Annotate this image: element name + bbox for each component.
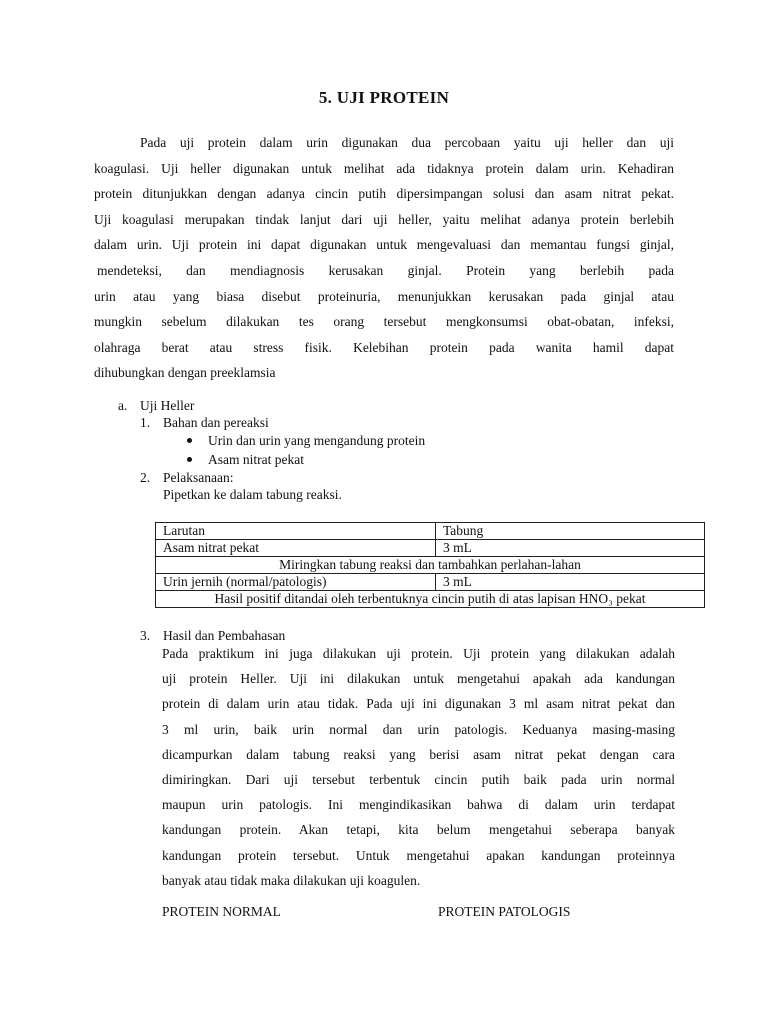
paragraph-line: 3 ml urin, baik urin normal dan urin patologis. Keduanya masing-masing (162, 721, 675, 737)
step-text: Pipetkan ke dalam tabung reaksi. (163, 487, 342, 502)
list-item (183, 431, 425, 450)
table-note: Miringkan tabung reaksi dan tambahkan perlahan-lahan (156, 557, 705, 574)
step-title: Bahan dan pereaksi (163, 415, 269, 430)
list-item-text: Urin dan urin yang mengandung protein (208, 433, 426, 448)
table-note: Hasil positif ditandai oleh terbentuknya cincin putih di atas lapisan HNO₃ pekat (156, 591, 705, 608)
table-cell: Larutan (156, 523, 436, 540)
paragraph-line: koagulasi. Uji heller digunakan untuk melihat ada tidaknya protein dalam urin. Kehadiran (94, 160, 674, 176)
paragraph-line: mendeteksi, dan mendiagnosis kerusakan ginjal. Protein yang berlebih pada (97, 262, 674, 278)
paragraph-line: mungkin sebelum dilakukan tes orang tersebut mengkonsumsi obat-obatan, infeksi, (94, 314, 674, 330)
list-item (183, 450, 425, 469)
step-number: 1. (140, 415, 151, 430)
table-row (156, 574, 705, 591)
paragraph-line: dicampurkan dalam tabung reaksi yang berisi asam nitrat pekat dengan cara (162, 746, 675, 762)
label-protein-normal: PROTEIN NORMAL (162, 904, 281, 919)
table-cell: 3 mL (436, 574, 705, 591)
paragraph-line: protein di dalam urin atau tidak. Pada uji ini digunakan 3 ml asam nitrat pekat dan (162, 696, 675, 712)
paragraph-line: kandungan protein. Akan tetapi, kita belum mengetahui seberapa banyak (162, 822, 675, 838)
page-title: 5. UJI PROTEIN (318, 88, 450, 107)
label-protein-patologis: PROTEIN PATOLOGIS (438, 904, 571, 919)
paragraph-line: banyak atau tidak maka dilakukan uji koagulen. (162, 872, 421, 888)
step-number: 3. (140, 628, 151, 643)
step-number: 2. (140, 470, 151, 485)
paragraph-line: dimiringkan. Dari uji tersebut terbentuk cincin putih baik pada urin normal (162, 771, 675, 787)
paragraph-line: Pada praktikum ini juga dilakukan uji protein. Uji protein yang dilakukan adalah (162, 646, 675, 661)
bullet-icon (187, 457, 192, 462)
paragraph-line: Pada uji protein dalam urin digunakan dua percobaan yaitu uji heller dan uji (140, 135, 674, 150)
section-title: Uji Heller (140, 398, 195, 413)
paragraph-line: dalam urin. Uji protein ini dapat digunakan untuk mengevaluasi dan memantau fungsi ginjal, (94, 237, 674, 253)
section-marker: a. (118, 398, 128, 413)
bullet-icon (187, 438, 192, 443)
paragraph-line: olahraga berat atau stress fisik. Kelebihan protein pada wanita hamil dapat (94, 339, 674, 355)
procedure-table (155, 522, 705, 608)
step-title: Hasil dan Pembahasan (163, 628, 286, 643)
table-row (156, 557, 705, 574)
table-cell: 3 mL (436, 540, 705, 557)
table-row (156, 591, 705, 608)
list-item-text: Asam nitrat pekat (208, 452, 304, 467)
paragraph-line: kandungan protein tersebut. Untuk mengetahui apakan kandungan proteinnya (162, 847, 675, 863)
paragraph-line: uji protein Heller. Uji ini dilakukan untuk mengetahui apakah ada kandungan (162, 671, 675, 687)
intro-paragraph (94, 130, 674, 386)
paragraph-line: Uji koagulasi merupakan tindak lanjut dari uji heller, yaitu melihat adanya protein berlebih (94, 211, 674, 227)
paragraph-line: maupun urin patologis. Ini mengindikasikan bahwa di dalam urin terdapat (162, 797, 675, 813)
table-cell: Asam nitrat pekat (156, 540, 436, 557)
paragraph-line: protein ditunjukkan dengan adanya cincin putih dipersimpangan solusi dan asam nitrat pekat. (94, 186, 674, 202)
step-title: Pelaksanaan: (163, 470, 234, 485)
discussion-paragraph (162, 641, 675, 893)
paragraph-line: urin atau yang biasa disebut proteinuria, menunjukkan kerusakan pada ginjal atau (94, 288, 674, 304)
result-labels (162, 904, 722, 924)
table-header-row (156, 523, 705, 540)
table-row (156, 540, 705, 557)
paragraph-line: dihubungkan dengan preeklamsia (94, 365, 276, 381)
table-cell: Tabung (436, 523, 705, 540)
materials-list (183, 431, 425, 469)
table-cell: Urin jernih (normal/patologis) (156, 574, 436, 591)
